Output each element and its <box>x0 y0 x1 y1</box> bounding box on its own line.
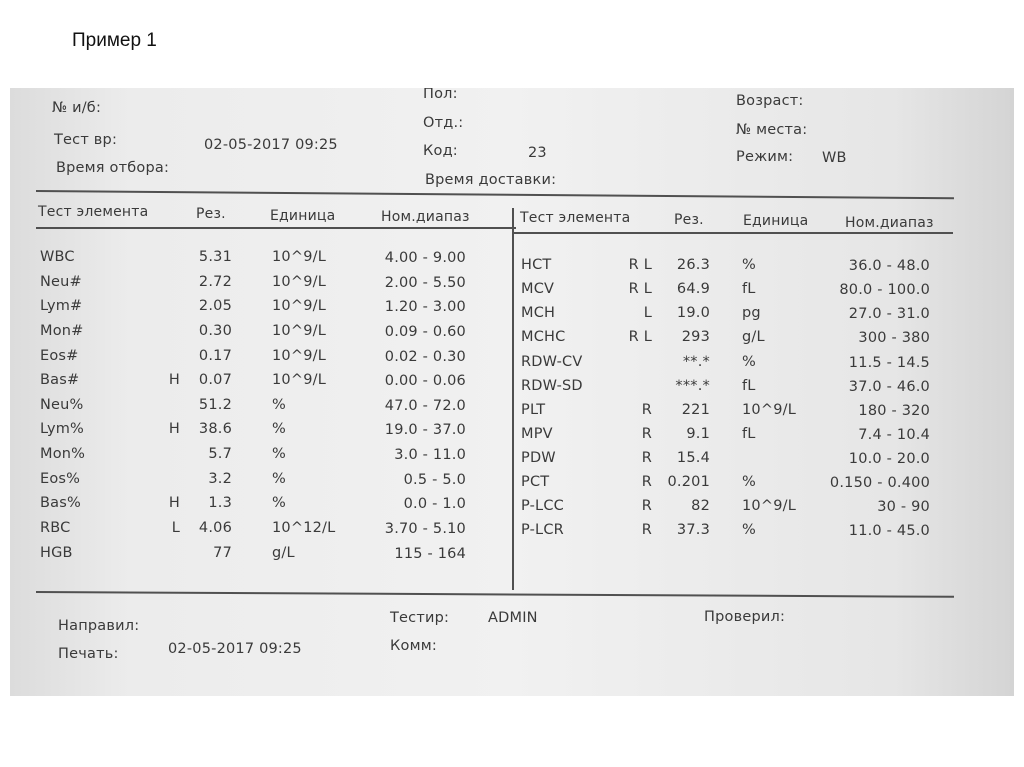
left-row-test-name: Mon# <box>40 322 84 339</box>
right-row-test-name: MPV <box>521 425 553 442</box>
left-row-unit: % <box>272 470 286 487</box>
right-row-test-name: RDW-SD <box>521 377 583 394</box>
sex-label: Пол: <box>423 88 458 102</box>
print-label: Печать: <box>58 646 119 662</box>
left-row-normal-range: 0.0 - 1.0 <box>403 496 466 513</box>
right-row-normal-range: 27.0 - 31.0 <box>848 306 930 323</box>
right-row-flag: R L <box>628 257 652 273</box>
checked-label: Проверил: <box>704 609 786 625</box>
left-row-flag: L <box>171 520 180 537</box>
mode-value: WB <box>822 150 847 166</box>
sample-time-label: Время отбора: <box>56 160 170 176</box>
slide-title: Пример 1 <box>72 30 157 51</box>
left-col-range: Ном.диапаз <box>381 209 470 225</box>
place-label: № места: <box>736 122 808 138</box>
left-row-result-value: 0.07 <box>198 372 232 389</box>
right-row-normal-range: 11.0 - 45.0 <box>848 523 930 540</box>
left-row-normal-range: 4.00 - 9.00 <box>384 250 466 266</box>
right-row-test-name: P-LCC <box>521 498 564 515</box>
right-row-test-name: MCHC <box>521 329 566 346</box>
right-header-line <box>513 232 953 234</box>
right-row-unit: 10^9/L <box>742 401 796 418</box>
right-row-unit: % <box>742 474 756 491</box>
table-top-line <box>36 190 954 199</box>
right-row-unit: g/L <box>742 329 765 346</box>
left-row-unit: 10^9/L <box>272 298 326 315</box>
right-col-range: Ном.диапаз <box>845 215 934 231</box>
lab-report-photo <box>10 88 1014 696</box>
right-row-result-value: 0.201 <box>667 474 710 491</box>
left-row-test-name: WBC <box>40 249 75 265</box>
right-row-normal-range: 30 - 90 <box>877 499 930 516</box>
left-row-flag: H <box>168 421 180 438</box>
right-row-unit: fL <box>742 425 756 442</box>
right-row-result-value: 19.0 <box>676 305 710 322</box>
left-row-normal-range: 0.5 - 5.0 <box>403 471 466 488</box>
right-row-unit: pg <box>742 305 761 322</box>
left-row-result-value: 2.72 <box>198 273 232 290</box>
right-row-flag: R <box>641 450 652 467</box>
left-row-test-name: Neu# <box>40 273 82 290</box>
right-row-flag: L <box>643 305 652 322</box>
patient-id-label: № и/б: <box>52 100 102 116</box>
right-row-flag: R <box>641 498 652 515</box>
right-row-unit: 10^9/L <box>742 498 796 515</box>
age-label: Возраст: <box>736 93 804 109</box>
left-row-unit: % <box>272 396 286 413</box>
left-row-result-value: 3.2 <box>208 470 232 487</box>
right-row-normal-range: 180 - 320 <box>858 402 930 419</box>
right-col-unit: Единица <box>743 213 809 229</box>
code-value: 23 <box>528 145 547 161</box>
lab-report-paper <box>10 88 1014 696</box>
left-row-flag: H <box>168 495 180 512</box>
left-row-result-value: 4.06 <box>198 520 232 537</box>
right-row-unit: % <box>742 353 756 370</box>
right-row-result-value: ***.* <box>675 377 710 394</box>
left-row-unit: 10^9/L <box>272 322 326 339</box>
left-row-unit: 10^9/L <box>272 372 326 389</box>
left-row-result-value: 0.17 <box>198 347 232 364</box>
right-row-flag: R <box>641 522 652 539</box>
code-label: Код: <box>423 143 458 159</box>
right-row-flag: R L <box>628 281 652 298</box>
test-time-value: 02-05-2017 09:25 <box>204 137 338 153</box>
left-row-result-value: 77 <box>213 544 232 561</box>
right-row-normal-range: 80.0 - 100.0 <box>839 282 930 299</box>
print-value: 02-05-2017 09:25 <box>168 641 302 657</box>
department-label: Отд.: <box>423 115 464 131</box>
left-row-normal-range: 2.00 - 5.50 <box>384 274 466 291</box>
left-row-normal-range: 1.20 - 3.00 <box>384 299 466 316</box>
right-row-test-name: RDW-CV <box>521 353 583 370</box>
left-row-test-name: RBC <box>40 520 71 537</box>
right-row-test-name: HCT <box>521 257 552 273</box>
right-row-result-value: 221 <box>681 401 710 418</box>
left-col-result: Рез. <box>196 206 226 222</box>
left-row-result-value: 51.2 <box>198 396 232 413</box>
right-row-normal-range: 7.4 - 10.4 <box>858 426 930 443</box>
right-row-test-name: MCH <box>521 305 556 322</box>
left-row-unit: 10^9/L <box>272 273 326 290</box>
left-header-line <box>36 227 516 229</box>
left-row-flag: H <box>168 372 180 389</box>
left-row-unit: % <box>272 495 286 512</box>
left-row-normal-range: 47.0 - 72.0 <box>384 397 466 414</box>
right-row-test-name: MCV <box>521 281 555 298</box>
right-row-result-value: 26.3 <box>676 257 710 273</box>
right-row-result-value: 37.3 <box>676 522 710 539</box>
table-divider <box>512 208 514 590</box>
tester-label: Тестир: <box>390 610 450 626</box>
left-row-unit: % <box>272 446 286 463</box>
left-row-result-value: 5.31 <box>198 249 232 265</box>
right-row-normal-range: 11.5 - 14.5 <box>848 354 930 371</box>
left-row-result-value: 38.6 <box>198 421 232 438</box>
mode-label: Режим: <box>736 149 794 165</box>
right-row-test-name: PDW <box>521 450 556 467</box>
referred-label: Направил: <box>58 618 140 634</box>
right-row-flag: R <box>641 401 652 418</box>
right-row-result-value: 64.9 <box>676 281 710 298</box>
right-row-result-value: **.* <box>682 353 710 370</box>
left-row-normal-range: 3.70 - 5.10 <box>384 521 466 538</box>
left-row-unit: 10^9/L <box>272 249 326 265</box>
left-row-result-value: 2.05 <box>198 298 232 315</box>
right-row-normal-range: 37.0 - 46.0 <box>848 378 930 395</box>
right-col-test: Тест элемента <box>520 210 631 226</box>
left-row-test-name: Lym% <box>40 421 85 438</box>
left-row-normal-range: 115 - 164 <box>394 545 466 562</box>
right-row-result-value: 293 <box>681 329 710 346</box>
tester-value: ADMIN <box>488 610 538 626</box>
right-row-unit: % <box>742 257 756 273</box>
right-row-flag: R L <box>628 329 652 346</box>
right-row-test-name: PLT <box>521 401 546 418</box>
left-row-test-name: HGB <box>40 544 73 561</box>
left-row-test-name: Eos# <box>40 347 79 364</box>
right-row-result-value: 82 <box>691 498 710 515</box>
comment-label: Комм: <box>390 638 437 654</box>
right-row-test-name: P-LCR <box>521 522 564 539</box>
left-row-normal-range: 3.0 - 11.0 <box>394 447 466 464</box>
left-row-normal-range: 19.0 - 37.0 <box>384 422 466 439</box>
left-row-normal-range: 0.00 - 0.06 <box>384 373 466 390</box>
left-row-result-value: 0.30 <box>198 322 232 339</box>
left-col-unit: Единица <box>270 208 336 224</box>
left-row-test-name: Mon% <box>40 446 86 463</box>
left-col-test: Тест элемента <box>38 204 149 220</box>
left-row-test-name: Bas# <box>40 372 80 389</box>
delivery-time-label: Время доставки: <box>425 172 557 188</box>
right-row-normal-range: 300 - 380 <box>858 330 930 347</box>
left-row-result-value: 5.7 <box>208 446 232 463</box>
left-row-test-name: Neu% <box>40 396 84 413</box>
left-row-result-value: 1.3 <box>208 495 232 512</box>
right-row-result-value: 15.4 <box>676 450 710 467</box>
left-row-unit: 10^12/L <box>272 520 336 537</box>
left-row-unit: g/L <box>272 544 295 561</box>
right-row-normal-range: 36.0 - 48.0 <box>848 258 930 274</box>
right-row-unit: fL <box>742 377 756 394</box>
right-row-result-value: 9.1 <box>686 425 710 442</box>
right-row-unit: % <box>742 522 756 539</box>
table-bottom-line <box>36 591 954 598</box>
right-row-flag: R <box>641 425 652 442</box>
test-time-label: Тест вр: <box>54 132 118 148</box>
right-row-test-name: PCT <box>521 474 550 491</box>
left-row-unit: % <box>272 421 286 438</box>
left-row-unit: 10^9/L <box>272 347 326 364</box>
right-row-normal-range: 10.0 - 20.0 <box>848 451 930 468</box>
left-row-test-name: Bas% <box>40 495 81 512</box>
left-row-test-name: Lym# <box>40 298 83 315</box>
right-row-flag: R <box>641 474 652 491</box>
right-row-normal-range: 0.150 - 0.400 <box>829 475 930 492</box>
left-row-normal-range: 0.02 - 0.30 <box>384 348 466 365</box>
left-row-normal-range: 0.09 - 0.60 <box>384 323 466 340</box>
right-row-unit: fL <box>742 281 756 298</box>
left-row-test-name: Eos% <box>40 470 81 487</box>
right-col-result: Рез. <box>674 212 704 228</box>
